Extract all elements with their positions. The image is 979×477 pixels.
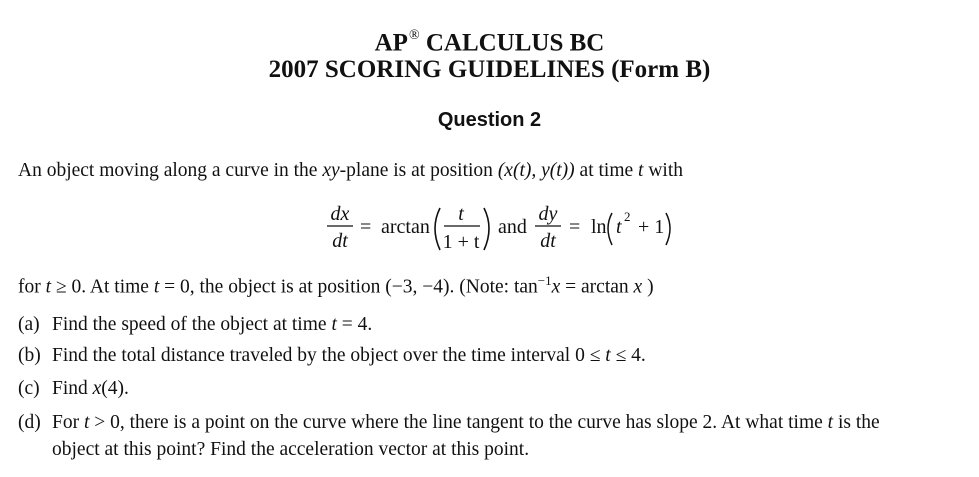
condition-text-2: ≥ 0. At time: [51, 276, 154, 298]
part-a-t: t: [331, 314, 337, 335]
part-b-label: (b): [18, 345, 41, 366]
part-a-label: (a): [18, 314, 40, 335]
question-title: Question 2: [437, 109, 542, 131]
right-paren: [484, 208, 489, 250]
arctan-denominator: 1 + t: [442, 231, 480, 253]
header-course: CALCULUS BC: [425, 29, 605, 57]
part-c-x: x: [92, 378, 102, 399]
part-c-text: Find: [52, 378, 93, 399]
part-d-label: (d): [18, 412, 41, 433]
intro-text-2: -plane is at position: [339, 160, 498, 181]
ln-right-paren: [666, 213, 670, 245]
and-label: and: [498, 216, 527, 238]
ln-exponent: 2: [624, 209, 631, 224]
intro-text-1: An object moving along a curve in the: [18, 160, 323, 181]
part-c-label: (c): [18, 378, 40, 399]
derivative-formulas: [0, 198, 979, 258]
header-subtitle: 2007 SCORING GUIDELINES (Form B): [268, 56, 711, 83]
condition-x2: x: [633, 276, 643, 298]
part-d-text-3: is the: [833, 412, 880, 433]
arctan-numerator: t: [458, 203, 464, 225]
part-c: [18, 378, 129, 400]
condition-t2: t: [153, 276, 160, 298]
part-d: [18, 412, 880, 434]
ln-plus-one: + 1: [638, 216, 665, 238]
condition-text-5: ): [642, 276, 654, 298]
condition-t1: t: [45, 276, 52, 298]
part-b-text: Find the total distance traveled by the object over the time interval 0 ≤: [52, 345, 606, 366]
part-a: [18, 314, 372, 336]
inverse-superscript: −1: [537, 273, 552, 288]
intro-text-4: with: [643, 160, 683, 181]
arctan-label: arctan: [381, 216, 430, 238]
part-d-t1: t: [83, 412, 90, 433]
part-b-tail: ≤ 4.: [610, 345, 646, 366]
dx-denominator: dt: [332, 230, 348, 252]
equals-2: =: [569, 216, 581, 238]
part-d-t2: t: [827, 412, 834, 433]
intro-t: t: [638, 160, 644, 181]
intro-xy: xy: [322, 160, 340, 181]
part-a-text: Find the speed of the object at time: [52, 314, 332, 335]
part-b: [18, 345, 646, 367]
ln-t: t: [616, 216, 622, 238]
ln-label: ln: [591, 216, 607, 238]
intro-position: (x(t), y(t)): [497, 160, 575, 181]
dx-numerator: dx: [330, 203, 350, 225]
condition-x1: x: [551, 276, 561, 298]
condition-text-1: for: [18, 276, 46, 298]
condition-text-4: = arctan: [560, 276, 634, 298]
part-b-t: t: [605, 345, 611, 366]
part-d-line-2: object at this point? Find the acceleration vector at this point.: [52, 439, 530, 460]
dy-numerator: dy: [538, 203, 558, 225]
equals-1: =: [360, 216, 372, 238]
part-d-text-2: > 0, there is a point on the curve where the line tangent to the curve has slope 2. At what time: [89, 412, 828, 433]
intro-text-3: at time: [574, 160, 639, 181]
registered-mark: ®: [408, 28, 420, 43]
part-d-text-1: For: [52, 412, 84, 433]
dy-denominator: dt: [540, 230, 556, 252]
part-a-tail: = 4.: [336, 314, 373, 335]
part-c-tail: (4).: [101, 378, 129, 399]
intro-line: [18, 160, 683, 182]
left-paren: [435, 208, 440, 250]
ln-left-paren: [608, 213, 612, 245]
condition-text-3: = 0, the object is at position (−3, −4). (Note: tan: [159, 276, 538, 298]
header-ap: AP: [374, 29, 408, 57]
condition-line: [18, 273, 654, 299]
